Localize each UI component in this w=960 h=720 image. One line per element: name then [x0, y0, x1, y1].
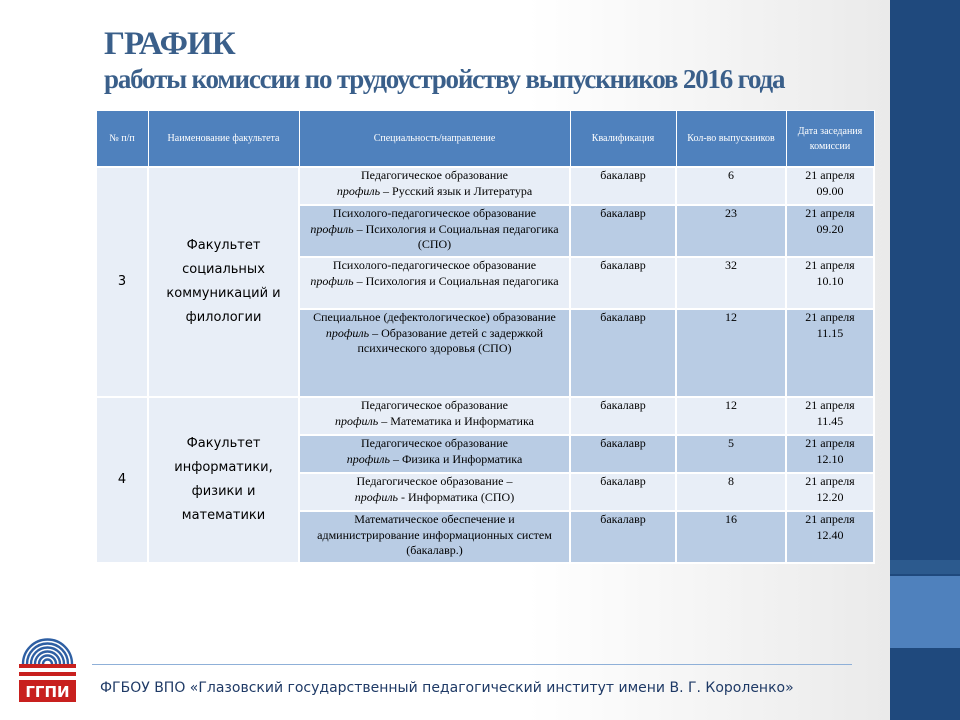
slide-title: ГРАФИК	[104, 26, 235, 62]
specialty-cell: Математическое обеспечение и администрирование информационных систем (бакалавр.)	[299, 511, 570, 563]
header-date: Дата заседания комиссии	[786, 111, 874, 168]
header-count: Кол-во выпускников	[676, 111, 786, 168]
qualification-cell: бакалавр	[570, 205, 676, 257]
specialty-cell: Педагогическое образование профиль – Русский язык и Литература	[299, 167, 570, 205]
date-cell: 21 апреля 11.45	[786, 397, 874, 435]
qualification-cell: бакалавр	[570, 309, 676, 397]
specialty-cell: Психолого-педагогическое образование профиль – Психология и Социальная педагогика (СПО)	[299, 205, 570, 257]
group-number: 3	[96, 167, 148, 397]
specialty-cell: Педагогическое образование профиль – Физика и Информатика	[299, 435, 570, 473]
qualification-cell: бакалавр	[570, 397, 676, 435]
qualification-cell: бакалавр	[570, 473, 676, 511]
decor-strip	[890, 560, 960, 574]
date-cell: 21 апреля 11.15	[786, 309, 874, 397]
count-cell: 12	[676, 397, 786, 435]
count-cell: 6	[676, 167, 786, 205]
faculty-name: Факультет информатики, физики и математики	[148, 397, 299, 563]
specialty-cell: Специальное (дефектологическое) образование профиль – Образование детей с задержкой психического здоровья (СПО)	[299, 309, 570, 397]
schedule-table	[95, 110, 875, 564]
date-cell: 21 апреля 10.10	[786, 257, 874, 309]
specialty-cell: Психолого-педагогическое образование профиль – Психология и Социальная педагогика	[299, 257, 570, 309]
date-cell: 21 апреля 12.10	[786, 435, 874, 473]
count-cell: 32	[676, 257, 786, 309]
header-specialty: Специальность/направление	[299, 111, 570, 168]
date-cell: 21 апреля 12.40	[786, 511, 874, 563]
footer-institution: ФГБОУ ВПО «Глазовский государственный педагогический институт имени В. Г. Короленко»	[100, 680, 794, 696]
faculty-name: Факультет социальных коммуникаций и филологии	[148, 167, 299, 397]
specialty-cell: Педагогическое образование профиль – Математика и Информатика	[299, 397, 570, 435]
count-cell: 5	[676, 435, 786, 473]
footer-divider	[92, 664, 852, 665]
header-num: № п/п	[96, 111, 148, 168]
count-cell: 23	[676, 205, 786, 257]
qualification-cell: бакалавр	[570, 511, 676, 563]
table-row	[96, 397, 874, 435]
qualification-cell: бакалавр	[570, 167, 676, 205]
svg-text:ГГПИ: ГГПИ	[25, 683, 70, 701]
header-qualification: Квалификация	[570, 111, 676, 168]
ggpi-logo-icon	[17, 624, 78, 705]
qualification-cell: бакалавр	[570, 435, 676, 473]
date-cell: 21 апреля 12.20	[786, 473, 874, 511]
qualification-cell: бакалавр	[570, 257, 676, 309]
count-cell: 16	[676, 511, 786, 563]
table-header-row	[96, 111, 874, 168]
date-cell: 21 апреля 09.00	[786, 167, 874, 205]
count-cell: 12	[676, 309, 786, 397]
header-faculty: Наименование факультета	[148, 111, 299, 168]
right-decor-bar	[890, 0, 960, 720]
slide-subtitle: работы комиссии по трудоустройству выпускников 2016 года	[104, 64, 785, 94]
decor-accent-block	[890, 576, 960, 648]
count-cell: 8	[676, 473, 786, 511]
date-cell: 21 апреля 09.20	[786, 205, 874, 257]
group-number: 4	[96, 397, 148, 563]
table-row	[96, 167, 874, 205]
specialty-cell: Педагогическое образование – профиль - Информатика (СПО)	[299, 473, 570, 511]
